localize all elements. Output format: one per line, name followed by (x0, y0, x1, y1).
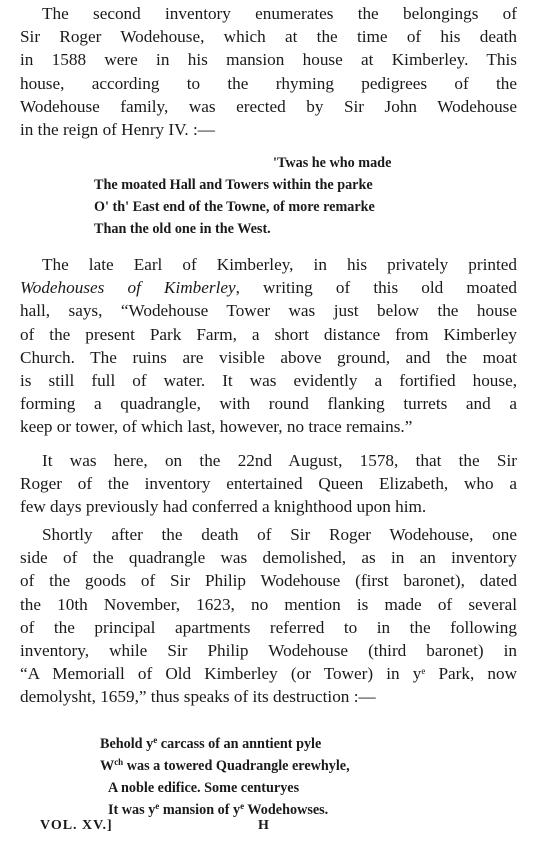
text-line: demolysht, 1659,” thus speaks of its destruction :— (20, 687, 376, 707)
text-line: in 1588 were in his mansion house at Kimberley. This (20, 50, 517, 70)
paragraph-1 (20, 2, 517, 141)
text-line: keep or tower, of which last, however, no trace remains.” (20, 417, 413, 437)
verse-quote-2 (100, 733, 350, 821)
text-line: house, according to the rhyming pedigrees of the (20, 73, 517, 93)
text-line: of the present Park Farm, a short distance from Kimberley (20, 324, 517, 344)
verse-line: It was $y^e$ mansion of $y^e$ Wodehowses. (108, 801, 329, 818)
verse-line: O' th' East end of the Towne, of more remarke (94, 199, 375, 215)
text-line: of the principal apartments referred to in the following (20, 617, 517, 637)
text-line: of the goods of Sir Philip Wodehouse (first baronet), dated (20, 571, 517, 591)
verse-line: $W^{ch}$ was a towered Quadrangle erewhyle, (100, 757, 350, 774)
text-line: hall, says, “Wodehouse Tower was just below the house (20, 301, 517, 321)
verse-line: 'Twas he who made (273, 155, 392, 171)
text-line: Wodehouse family, was erected by Sir John Wodehouse (20, 96, 517, 116)
text-line: Wodehouses of Kimberley, writing of this old moated (20, 278, 517, 298)
book-title: Wodehouses of Kimberley (20, 278, 236, 298)
paragraph-2 (20, 253, 517, 439)
text-line: is still full of water. It was evidently a fortified house, (20, 371, 517, 391)
verse-quote-1 (94, 152, 391, 240)
verse-line: The moated Hall and Towers within the parke (94, 177, 373, 193)
signature-mark: H (258, 818, 270, 833)
text-line: Roger of the inventory entertained Queen Elizabeth, who a (20, 474, 517, 494)
text-line: in the reign of Henry IV. :— (20, 120, 215, 140)
verse-line: Behold $y^e$ carcass of an anntient pyle (100, 735, 322, 752)
paragraph-3 (20, 449, 517, 519)
text-line: forming a quadrangle, with round flanking turrets and a (20, 394, 517, 414)
text-line: side of the quadrangle was demolished, as in an inventory (20, 548, 517, 568)
text-line: Sir Roger Wodehouse, which at the time of his death (20, 27, 517, 47)
text-line: inventory, while Sir Philip Wodehouse (third baronet) in (20, 641, 517, 661)
text-line: “A Memoriall of Old Kimberley (or Tower) in $y^e$ Park, now (20, 664, 517, 684)
volume-label: VOL. XV.] (40, 818, 113, 833)
text-line: few days previously had conferred a knighthood upon him. (20, 497, 427, 517)
text-line: It was here, on the 22nd August, 1578, that the Sir (42, 451, 517, 470)
text-line: Church. The ruins are visible above ground, and the moat (20, 347, 517, 367)
text-line: Shortly after the death of Sir Roger Wodehouse, one (42, 525, 517, 544)
paragraph-4 (20, 523, 517, 709)
text-line: The second inventory enumerates the belongings of (42, 4, 517, 23)
verse-line: A noble edifice. Some centuryes (108, 780, 300, 796)
verse-line: Than the old one in the West. (94, 221, 271, 237)
text-line: the 10th November, 1623, no mention is made of several (20, 594, 517, 614)
text-line: The late Earl of Kimberley, in his privately printed (42, 255, 517, 274)
